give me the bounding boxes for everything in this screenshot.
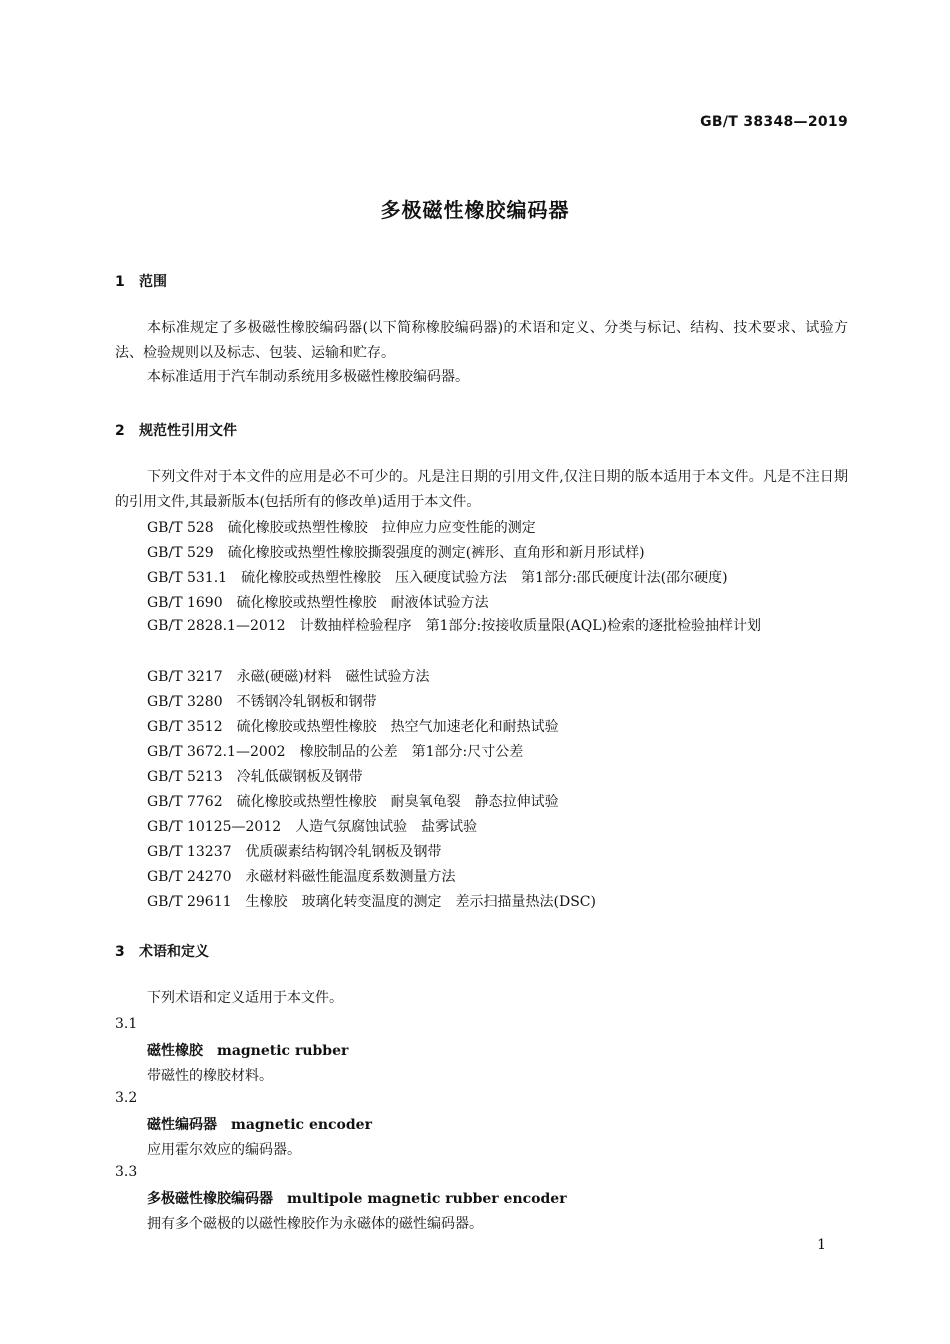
term-name [147,1114,372,1134]
reference-item [147,841,442,861]
reference-code: GB/T 5213 [147,769,223,785]
reference-title: 硫化橡胶或热塑性橡胶 耐臭氧龟裂 静态拉伸试验 [236,794,559,810]
reference-title: 计数抽样检验程序 第1部分:按接收质量限(AQL)检索的逐批检验抽样计划 [299,618,762,634]
reference-title: 人造气氛腐蚀试验 盐雾试验 [295,819,478,835]
reference-item [147,766,363,786]
reference-title: 硫化橡胶或热塑性橡胶 耐液体试验方法 [236,595,489,611]
section-number: 3 [115,944,125,960]
reference-item [147,716,559,736]
term-number: 3.1 [115,1016,138,1032]
reference-code: GB/T 3217 [147,669,223,685]
reference-item [147,542,645,562]
term-name [147,1040,348,1060]
reference-item [147,666,430,686]
reference-code: GB/T 10125—2012 [147,819,282,835]
reference-code: GB/T 24270 [147,869,232,885]
reference-title: 不锈钢冷轧钢板和钢带 [236,694,377,710]
reference-title: 橡胶制品的公差 第1部分:尺寸公差 [299,744,524,760]
term-en: magnetic encoder [231,1117,372,1133]
reference-item [147,866,456,886]
reference-code: GB/T 29611 [147,894,232,910]
reference-item [147,567,728,587]
reference-title: 硫化橡胶或热塑性橡胶 拉伸应力应变性能的测定 [227,520,536,536]
reference-title: 生橡胶 玻璃化转变温度的测定 差示扫描量热法(DSC) [245,894,596,910]
section-number: 1 [115,274,125,290]
reference-code: GB/T 13237 [147,844,232,860]
document-title: 多极磁性橡胶编码器 [380,198,570,222]
scope-paragraph: 本标准规定了多极磁性橡胶编码器(以下简称橡胶编码器)的术语和定义、分类与标记、结构、技术要求、试验方法、检验规则以及标志、包装、运输和贮存。 [115,320,848,361]
term-en: multipole magnetic rubber encoder [287,1191,567,1207]
reference-code: GB/T 3672.1—2002 [147,744,286,760]
reference-title: 硫化橡胶或热塑性橡胶 热空气加速老化和耐热试验 [236,719,559,735]
reference-title: 硫化橡胶或热塑性橡胶 压入硬度试验方法 第1部分:邵氏硬度计法(邵尔硬度) [241,570,728,586]
reference-item [147,891,596,911]
term-definition: 带磁性的橡胶材料。 [147,1068,273,1084]
references-intro-paragraph: 下列文件对于本文件的应用是必不可少的。凡是注日期的引用文件,仅注日期的版本适用于本文件。凡是不注日期的引用文件,其最新版本(包括所有的修改单)适用于本文件。 [115,469,848,510]
section-title: 规范性引用文件 [139,423,237,439]
reference-code: GB/T 531.1 [147,570,228,586]
term-definition: 应用霍尔效应的编码器。 [147,1142,301,1158]
section-number: 2 [115,423,125,439]
section-title: 术语和定义 [139,944,209,960]
scope-applicability-paragraph: 本标准适用于汽车制动系统用多极磁性橡胶编码器。 [147,369,469,385]
term-definition: 拥有多个磁极的以磁性橡胶作为永磁体的磁性编码器。 [147,1216,483,1232]
section-heading-normative-references [115,420,237,440]
term-number: 3.2 [115,1090,138,1106]
terms-intro-paragraph: 下列术语和定义适用于本文件。 [147,990,343,1006]
section-title: 范围 [139,274,167,290]
reference-code: GB/T 7762 [147,794,223,810]
reference-item [147,517,536,537]
term-name [147,1188,567,1208]
reference-code: GB/T 1690 [147,595,223,611]
reference-title: 永磁材料磁性能温度系数测量方法 [245,869,456,885]
reference-title: 硫化橡胶或热塑性橡胶撕裂强度的测定(裤形、直角形和新月形试样) [227,545,645,561]
reference-code: GB/T 2828.1—2012 [147,618,286,634]
reference-title: 冷轧低碳钢板及钢带 [236,769,363,785]
reference-item [147,741,523,761]
term-zh: 多极磁性橡胶编码器 [147,1191,273,1207]
reference-item [147,592,489,612]
reference-item [147,691,377,711]
reference-item [147,791,559,811]
term-en: magnetic rubber [217,1043,349,1059]
reference-code: GB/T 3280 [147,694,223,710]
reference-item [115,614,848,639]
section-heading-scope [115,271,167,291]
section-heading-terms [115,941,209,961]
reference-code: GB/T 528 [147,520,214,536]
term-zh: 磁性橡胶 [147,1043,203,1059]
standard-code-header: GB/T 38348—2019 [700,114,848,130]
reference-code: GB/T 529 [147,545,214,561]
term-zh: 磁性编码器 [147,1117,217,1133]
reference-code: GB/T 3512 [147,719,223,735]
reference-title: 优质碳素结构钢冷轧钢板及钢带 [245,844,442,860]
reference-item [147,816,477,836]
reference-title: 永磁(硬磁)材料 磁性试验方法 [236,669,430,685]
term-number: 3.3 [115,1164,138,1180]
page-number: 1 [817,1237,826,1253]
